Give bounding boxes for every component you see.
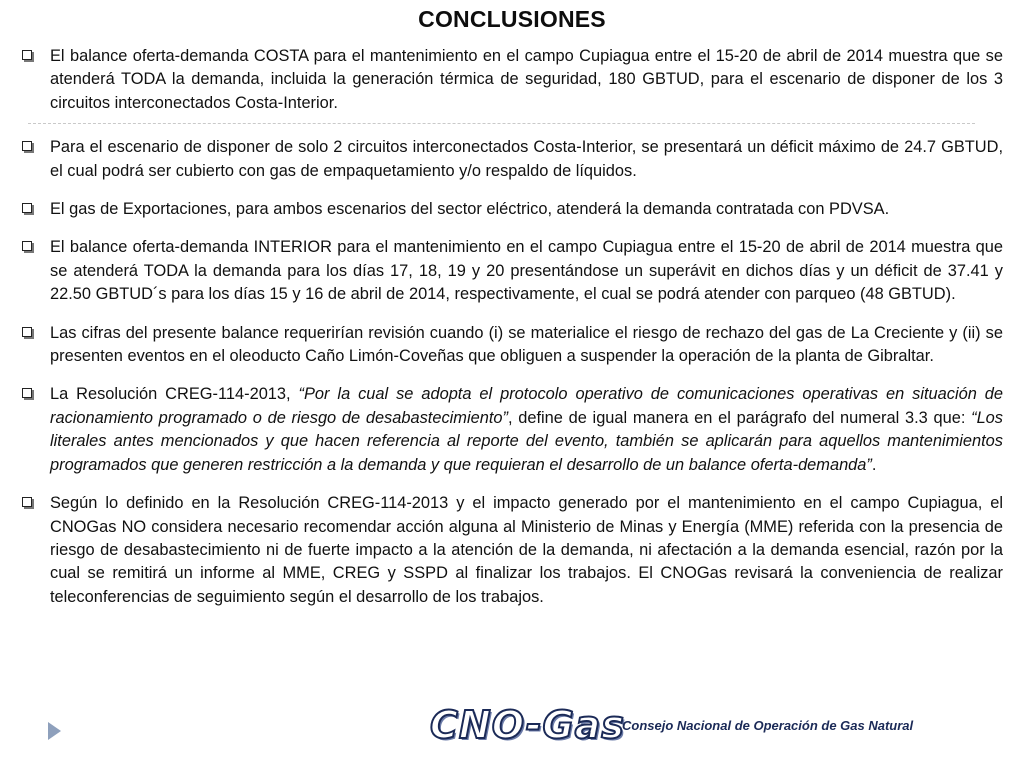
bullet-item-7: [22, 492, 1003, 609]
checkbox-bullet-icon: [22, 241, 32, 251]
checkbox-bullet-icon: [22, 327, 32, 337]
bullet-item-3: [22, 198, 1003, 221]
bullet-text: Para el escenario de disponer de solo 2 circuitos interconectados Costa-Interior, se presentará un déficit máximo de 24.7 GBTUD, el cual podrá ser cubierto con gas de empaquetamiento y/o respaldo de líquidos.: [50, 138, 1003, 180]
nav-arrow-icon[interactable]: [48, 722, 61, 740]
checkbox-bullet-icon: [22, 388, 32, 398]
bullet-text-part: , define de igual manera en el parágrafo del numeral 3.3 que:: [507, 408, 972, 427]
bullet-quote: “Los literales antes mencionados y que hacen referencia al reporte del evento, también se aplicarán para aquellos mantenimientos programados que generen restricción a la demanda y que requieran el desarrollo de un balance oferta-demanda”: [50, 408, 1003, 474]
dashed-divider: [28, 123, 975, 124]
bullet-list: [22, 45, 1003, 624]
bullet-text: Según lo definido en la Resolución CREG-114-2013 y el impacto generado por el mantenimiento en el campo Cupiagua, el CNOGas NO considera necesario recomendar acción alguna al Ministerio de Minas y Energía (MME) referida con la presencia de riesgo de desabastecimiento ni de fuerte impacto a la atención de la demanda, ni afectación a la demanda esencial, razón por la cual se remitirá un informe al MME, CREG y SSPD al finalizar los trabajos. El CNOGas revisará la conveniencia de realizar teleconferencias de seguimiento según el desarrollo de los trabajos.: [50, 494, 1003, 606]
page-title: CONCLUSIONES: [418, 6, 606, 32]
bullet-quote: “Por la cual se adopta el protocolo operativo de comunicaciones operativas en situación de racionamiento programado o de riesgo de desabastecimiento”: [50, 385, 1003, 427]
council-name: Consejo Nacional de Operación de Gas Natural: [622, 718, 914, 733]
bullet-text-part: .: [871, 455, 877, 474]
checkbox-bullet-icon: [22, 203, 32, 213]
checkbox-bullet-icon: [22, 497, 32, 507]
bullet-item-4: [22, 236, 1003, 306]
bullet-text: El balance oferta-demanda COSTA para el mantenimiento en el campo Cupiagua entre el 15-20 de abril de 2014 muestra que se atenderá TODA la demanda, incluida la generación térmica de seguridad, 180 GBTUD, para el escenario de disponer de los 3 circuitos interconectados Costa-Interior.: [50, 47, 1003, 112]
bullet-text: El gas de Exportaciones, para ambos escenarios del sector eléctrico, atenderá la demanda contratada con PDVSA.: [50, 200, 890, 219]
checkbox-bullet-icon: [22, 141, 32, 151]
bullet-item-2: [22, 136, 1003, 183]
bullet-item-6: [22, 383, 1003, 477]
bullet-item-1: [22, 45, 1003, 115]
bullet-item-5: [22, 322, 1003, 369]
bullet-text-part: La Resolución CREG-114-2013,: [50, 385, 299, 404]
cnogas-logo: CNO-Gas: [430, 703, 625, 747]
bullet-text: Las cifras del presente balance requerirían revisión cuando (i) se materialice el riesgo de rechazo del gas de La Creciente y (ii) se presenten eventos en el oleoducto Caño Limón-Coveñas que obliguen a suspender la operación de la planta de Gibraltar.: [50, 323, 1003, 366]
bullet-text: El balance oferta-demanda INTERIOR para el mantenimiento en el campo Cupiagua entre el 15-20 de abril de 2014 muestra que se atenderá TODA la demanda para los días 17, 18, 19 y 20 presentándose un superávit en dichos días y un déficit de 37.41 y 22.50 GBTUD´s para los días 15 y 16 de abril de 2014, respectivamente, el cual se podrá atender con parqueo (48 GBTUD).: [50, 238, 1003, 304]
checkbox-bullet-icon: [22, 50, 32, 60]
